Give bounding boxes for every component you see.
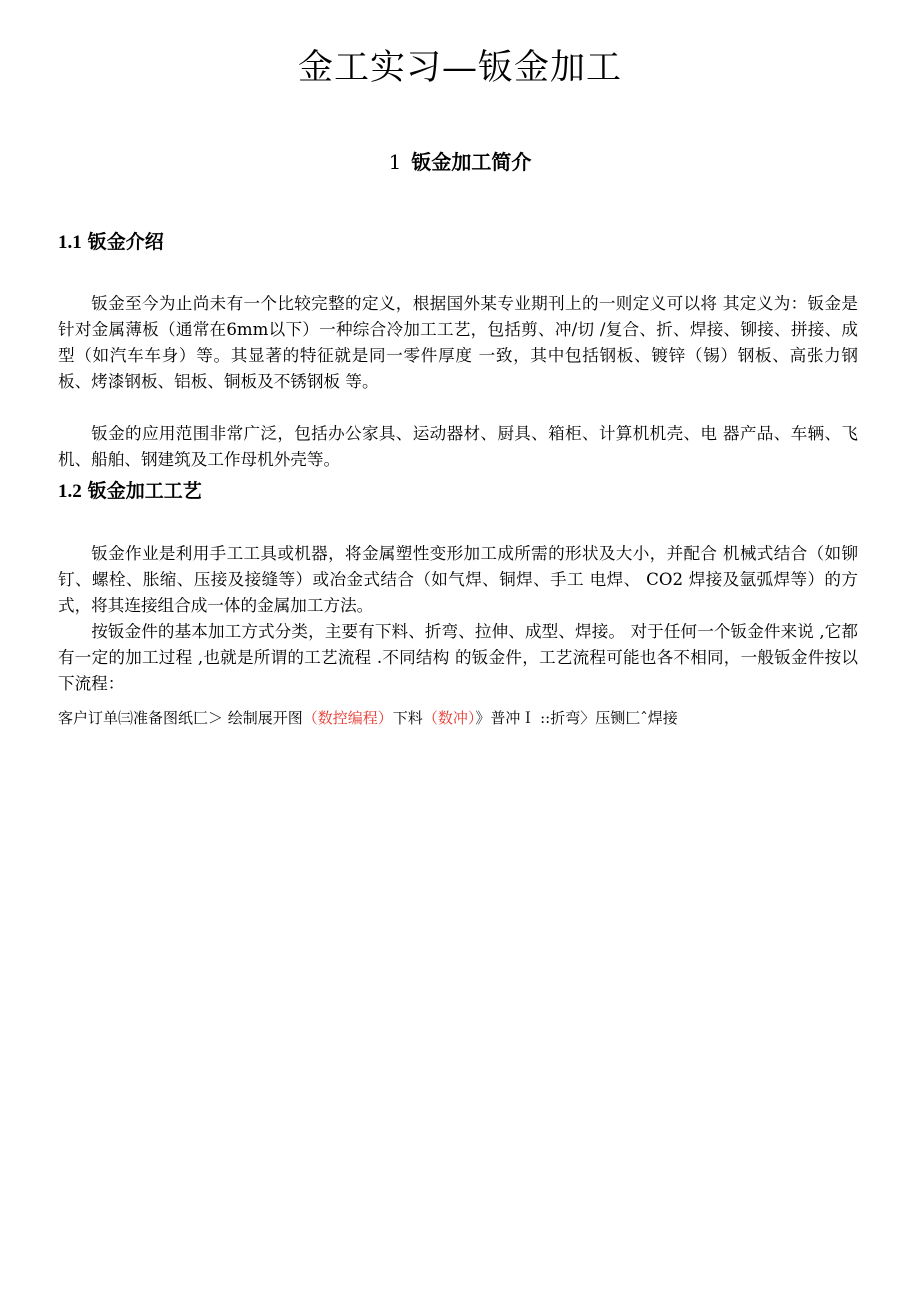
document-title: 金工实习—钣金加工 bbox=[297, 48, 622, 88]
flow-step-highlight: （数控编程） bbox=[302, 709, 393, 727]
section-number: 1.2 bbox=[58, 481, 82, 502]
chapter-number: 1 bbox=[388, 150, 402, 174]
section-title: 钣金介绍 bbox=[87, 231, 164, 253]
chapter-heading bbox=[0, 147, 920, 177]
flow-step-text: 下料 bbox=[392, 709, 423, 727]
paragraph-sheet-metal-applications: 钣金的应用范围非常广泛，包括办公家具、运动器材、厨具、箱柜、计算机机壳、电 器产品、车辆、飞机、船舶、钢建筑及工作母机外壳等。 bbox=[58, 424, 858, 469]
section-title: 钣金加工工艺 bbox=[87, 480, 202, 502]
paragraph-sheet-metal-process: 钣金作业是利用手工工具或机器，将金属塑性变形加工成所需的形状及大小，并配合 机械式结合（如铆钉、螺栓、胀缩、压接及接缝等）或冶金式结合（如气焊、铜焊、手工 电焊、 CO2 焊接及氩弧焊等）的方式，将其连接组合成一体的金属加工方法。 bbox=[58, 544, 858, 615]
flow-step-text: 客户订单㈢准备图纸匚＞ 绘制展开图 bbox=[58, 709, 303, 727]
paragraph-sheet-metal-definition: 钣金至今为止尚未有一个比较完整的定义，根据国外某专业期刊上的一则定义可以将 其定义为：钣金是针对金属薄板（通常在6mm以下）一种综合冷加工工艺，包括剪、冲/切 /复合、折、焊接、铆接、拼接、成型（如汽车车身）等。其显著的特征就是同一零件厚度 一致，其中包括钢板、镀锌（锡）钢板、高张力钢板、烤漆钢板、铝板、铜板及不锈钢板 等。 bbox=[58, 294, 858, 391]
section-heading-1-1 bbox=[58, 228, 164, 257]
section-number: 1.1 bbox=[58, 232, 82, 253]
chapter-title: 钣金加工简介 bbox=[411, 150, 532, 174]
flow-step-highlight: （数冲） bbox=[422, 709, 476, 727]
flow-step-text: 》普冲Ｉ ::折弯〉压铡匚ˆ焊接 bbox=[475, 709, 678, 727]
process-flow-line bbox=[58, 705, 878, 731]
paragraph-process-classification: 按钣金件的基本加工方式分类，主要有下料、折弯、拉伸、成型、焊接。 对于任何一个钣金件来说 ,它都有一定的加工过程 ,也就是所谓的工艺流程 .不同结构 的钣金件，工艺流程可能也各不相同，一般钣金件按以下流程： bbox=[58, 622, 858, 693]
section-heading-1-2 bbox=[58, 477, 202, 506]
